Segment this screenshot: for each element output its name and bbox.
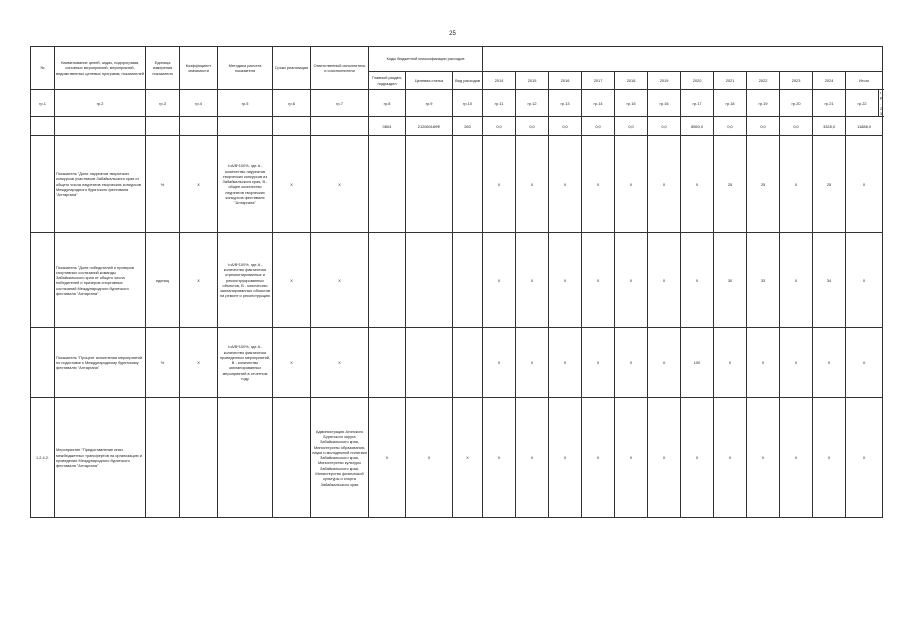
- row-year-value: X: [516, 136, 549, 233]
- row-unit: %: [146, 328, 180, 398]
- row-total: X: [846, 328, 883, 398]
- column-number: гр.7: [311, 90, 369, 117]
- column-number: гр.9: [406, 90, 453, 117]
- sum-year-value: 0,0: [615, 117, 648, 136]
- sum-expense-kind: 260: [453, 117, 483, 136]
- row-total: X: [846, 233, 883, 328]
- row-responsible: X: [311, 328, 369, 398]
- program-indicators-table: [30, 46, 883, 518]
- sum-total: 11888,0: [846, 117, 883, 136]
- header-main-section: Главный раздел, подраздел: [369, 72, 406, 90]
- sum-year-value: 8560,0: [681, 117, 714, 136]
- header-terms: Сроки реализации: [273, 47, 311, 90]
- row-responsible: X: [311, 136, 369, 233]
- column-number: гр.17: [681, 90, 714, 117]
- row-terms: X: [273, 136, 311, 233]
- row-responsible: X: [311, 233, 369, 328]
- sum-year-value: 0,0: [516, 117, 549, 136]
- header-total: Итого: [846, 72, 883, 90]
- sum-year-value: 0,0: [648, 117, 681, 136]
- row-year-value: X: [483, 136, 516, 233]
- header-year: 2023: [780, 72, 813, 90]
- empty-cell: [55, 117, 146, 136]
- row-year-value: X: [483, 233, 516, 328]
- column-number: гр.20: [780, 90, 813, 117]
- empty-cell: [146, 117, 180, 136]
- empty-cell: [406, 136, 453, 233]
- row-year-value: X: [615, 398, 648, 518]
- header-unit: Единица измерения показателя: [146, 47, 180, 90]
- row-name: Показатель "Доля победителей и призеров спортивных состязаний команды Забайкальского края от общего числа победителей и призеров спортивных состязаний Международного бурятского фестиваля "Алтаргана": [55, 233, 146, 328]
- column-number: гр.8: [369, 90, 406, 117]
- row-year-value: X: [549, 136, 582, 233]
- row-year-value: X: [549, 328, 582, 398]
- row-year-value: X: [780, 398, 813, 518]
- column-number: гр.11: [483, 90, 516, 117]
- row-year-value: X: [516, 328, 549, 398]
- empty-cell: [406, 233, 453, 328]
- column-number: гр.23: [880, 90, 883, 117]
- row-year-value: X: [648, 233, 681, 328]
- indicator-row: [31, 328, 883, 398]
- column-number: гр.12: [516, 90, 549, 117]
- column-number: гр.1: [31, 90, 55, 117]
- row-year-value: X: [747, 328, 780, 398]
- sum-year-value: 0,0: [747, 117, 780, 136]
- row-year-value: X: [582, 136, 615, 233]
- empty-cell: [453, 233, 483, 328]
- header-year: 2020: [681, 72, 714, 90]
- row-year-value: X: [582, 233, 615, 328]
- budget-sum-row: [31, 117, 883, 136]
- row-name: Мероприятие "Предоставление иных межбюджетных трансфертов на организацию и проведение Международного бурятского фестиваля "Алтаргана": [55, 398, 146, 518]
- header-method: Методика расчета показателя: [218, 47, 273, 90]
- row-year-value: 25: [747, 136, 780, 233]
- empty-cell: [273, 117, 311, 136]
- indicator-row: [31, 233, 883, 328]
- column-number: гр.5: [218, 90, 273, 117]
- row-year-value: 25: [813, 136, 846, 233]
- row-name: Показатель "Доля лауреатов творческих конкурсов участников Забайкальского края от общего числа лауреатов творческих конкурсов Международного бурятского фестиваля "Алтаргана": [55, 136, 146, 233]
- row-method: I=A/B*100%, где A - количество лауреатов творческих конкурсов из Забайкальского края, B - общее количество лауреатов творческих конкурсов фестиваля "Алтаргана": [218, 136, 273, 233]
- sum-year-value: 0,0: [483, 117, 516, 136]
- row-year-value: X: [615, 233, 648, 328]
- row-year-value: X: [549, 233, 582, 328]
- row-year-value: X: [516, 233, 549, 328]
- row-total: X: [846, 398, 883, 518]
- row-coefficient: X: [180, 136, 218, 233]
- row-year-value: X: [714, 328, 747, 398]
- row-number: [31, 233, 55, 328]
- sum-target-item: 212060189Ф: [406, 117, 453, 136]
- header-year: 2017: [582, 72, 615, 90]
- indicator-row: [31, 136, 883, 233]
- row-number: [31, 328, 55, 398]
- header-expense-kind: Вид расходов: [453, 72, 483, 90]
- row-year-value: X: [615, 328, 648, 398]
- column-number: гр.14: [582, 90, 615, 117]
- row-year-value: X: [747, 398, 780, 518]
- row-year-value: X: [813, 398, 846, 518]
- sum-main-section: 0804: [369, 117, 406, 136]
- empty-cell: [180, 117, 218, 136]
- column-number: гр.4: [180, 90, 218, 117]
- row-year-value: X: [714, 398, 747, 518]
- row-coefficient: [180, 398, 218, 518]
- column-number: гр.13: [549, 90, 582, 117]
- row-number: 1.2.4.2.: [31, 398, 55, 518]
- column-number: гр.21: [813, 90, 846, 117]
- header-year: 2024: [813, 72, 846, 90]
- activity-row: [31, 398, 883, 518]
- empty-cell: [369, 328, 406, 398]
- empty-cell: [369, 136, 406, 233]
- row-name: Показатель "Процент исполнения мероприятий по подготовке к Международному бурятскому фестивалю "Алтаргана": [55, 328, 146, 398]
- row-year-value: X: [648, 136, 681, 233]
- row-year-value: X: [648, 328, 681, 398]
- empty-cell: [453, 328, 483, 398]
- row-year-value: X: [681, 233, 714, 328]
- row-method: I=A/B*100%, где A - количество фактически отремонтированных и реконструированных объектов, B - количество запланированных объектов на ремонт и реконструкцию: [218, 233, 273, 328]
- page-number: 25: [449, 31, 456, 37]
- empty-cell: [218, 117, 273, 136]
- row-unit: [146, 398, 180, 518]
- row-year-value: X: [483, 328, 516, 398]
- header-year: 2019: [648, 72, 681, 90]
- header-budget-codes: Коды бюджетной классификации расходов: [369, 47, 483, 72]
- column-number: гр.15: [615, 90, 648, 117]
- header-year: 2015: [516, 72, 549, 90]
- header-responsible: Ответственный исполнитель и соисполнители: [311, 47, 369, 90]
- row-coefficient: X: [180, 233, 218, 328]
- column-number: гр.6: [273, 90, 311, 117]
- row-year-value: X: [582, 398, 615, 518]
- row-unit: единиц: [146, 233, 180, 328]
- row-terms: X: [273, 233, 311, 328]
- row-year-value: 34: [813, 233, 846, 328]
- header-coef: Коэффициент значимости: [180, 47, 218, 90]
- header-name: Наименование целей, задач, подпрограмм, основных мероприятий, мероприятий, ведомственных целевых программ, показателей: [55, 47, 146, 90]
- row-year-value: X: [483, 398, 516, 518]
- row-method: [218, 398, 273, 518]
- sum-year-value: 0,0: [582, 117, 615, 136]
- header-year: 2018: [615, 72, 648, 90]
- row-year-value: X: [648, 398, 681, 518]
- header-years-blank: [483, 47, 883, 72]
- row-year-value: 33: [747, 233, 780, 328]
- header-target-item: Целевая статья: [406, 72, 453, 90]
- row-unit: %: [146, 136, 180, 233]
- column-number: гр.18: [714, 90, 747, 117]
- header-no: №: [31, 47, 55, 90]
- column-number: гр.2: [55, 90, 146, 117]
- sum-year-value: 0,0: [549, 117, 582, 136]
- sum-year-value: 0,0: [780, 117, 813, 136]
- row-total: X: [846, 136, 883, 233]
- row-year-value: 25: [714, 136, 747, 233]
- header-year: 2022: [747, 72, 780, 90]
- row-year-value: X: [681, 398, 714, 518]
- row-main-section: X: [369, 398, 406, 518]
- empty-cell: [311, 117, 369, 136]
- sum-year-value: 3328,0: [813, 117, 846, 136]
- row-year-value: X: [780, 136, 813, 233]
- row-year-value: X: [813, 328, 846, 398]
- row-expense-kind: X: [453, 398, 483, 518]
- row-target-item: X: [406, 398, 453, 518]
- column-number: гр.3: [146, 90, 180, 117]
- row-year-value: X: [780, 328, 813, 398]
- row-terms: [273, 398, 311, 518]
- sum-year-value: 0,0: [714, 117, 747, 136]
- empty-cell: [406, 328, 453, 398]
- empty-cell: [453, 136, 483, 233]
- row-year-value: X: [582, 328, 615, 398]
- row-method: I=A/B*100%, где A - количество фактически проведенных мероприятий, B - количество запланированных мероприятий в отчетном году: [218, 328, 273, 398]
- row-terms: X: [273, 328, 311, 398]
- column-number: гр.19: [747, 90, 780, 117]
- column-number: гр.10: [453, 90, 483, 117]
- empty-cell: [31, 117, 55, 136]
- header-year: 2021: [714, 72, 747, 90]
- row-year-value: 100: [681, 328, 714, 398]
- row-year-value: X: [615, 136, 648, 233]
- empty-cell: [369, 233, 406, 328]
- row-coefficient: X: [180, 328, 218, 398]
- row-year-value: X: [681, 136, 714, 233]
- row-year-value: X: [516, 398, 549, 518]
- header-row: [31, 47, 883, 72]
- row-year-value: X: [549, 398, 582, 518]
- row-year-value: 30: [714, 233, 747, 328]
- row-responsible: Администрация Агинского Бурятского округа Забайкальского края, Министерство образования, науки и молодежной политики Забайкальского края, Министерство культуры Забайкальского края, Министерство физической культуры и спорта Забайкальского края: [311, 398, 369, 518]
- column-number-row: [31, 90, 883, 117]
- column-number: гр.22: [846, 90, 879, 117]
- header-year: 2016: [549, 72, 582, 90]
- row-number: [31, 136, 55, 233]
- row-year-value: X: [780, 233, 813, 328]
- header-year: 2014: [483, 72, 516, 90]
- column-number: гр.16: [648, 90, 681, 117]
